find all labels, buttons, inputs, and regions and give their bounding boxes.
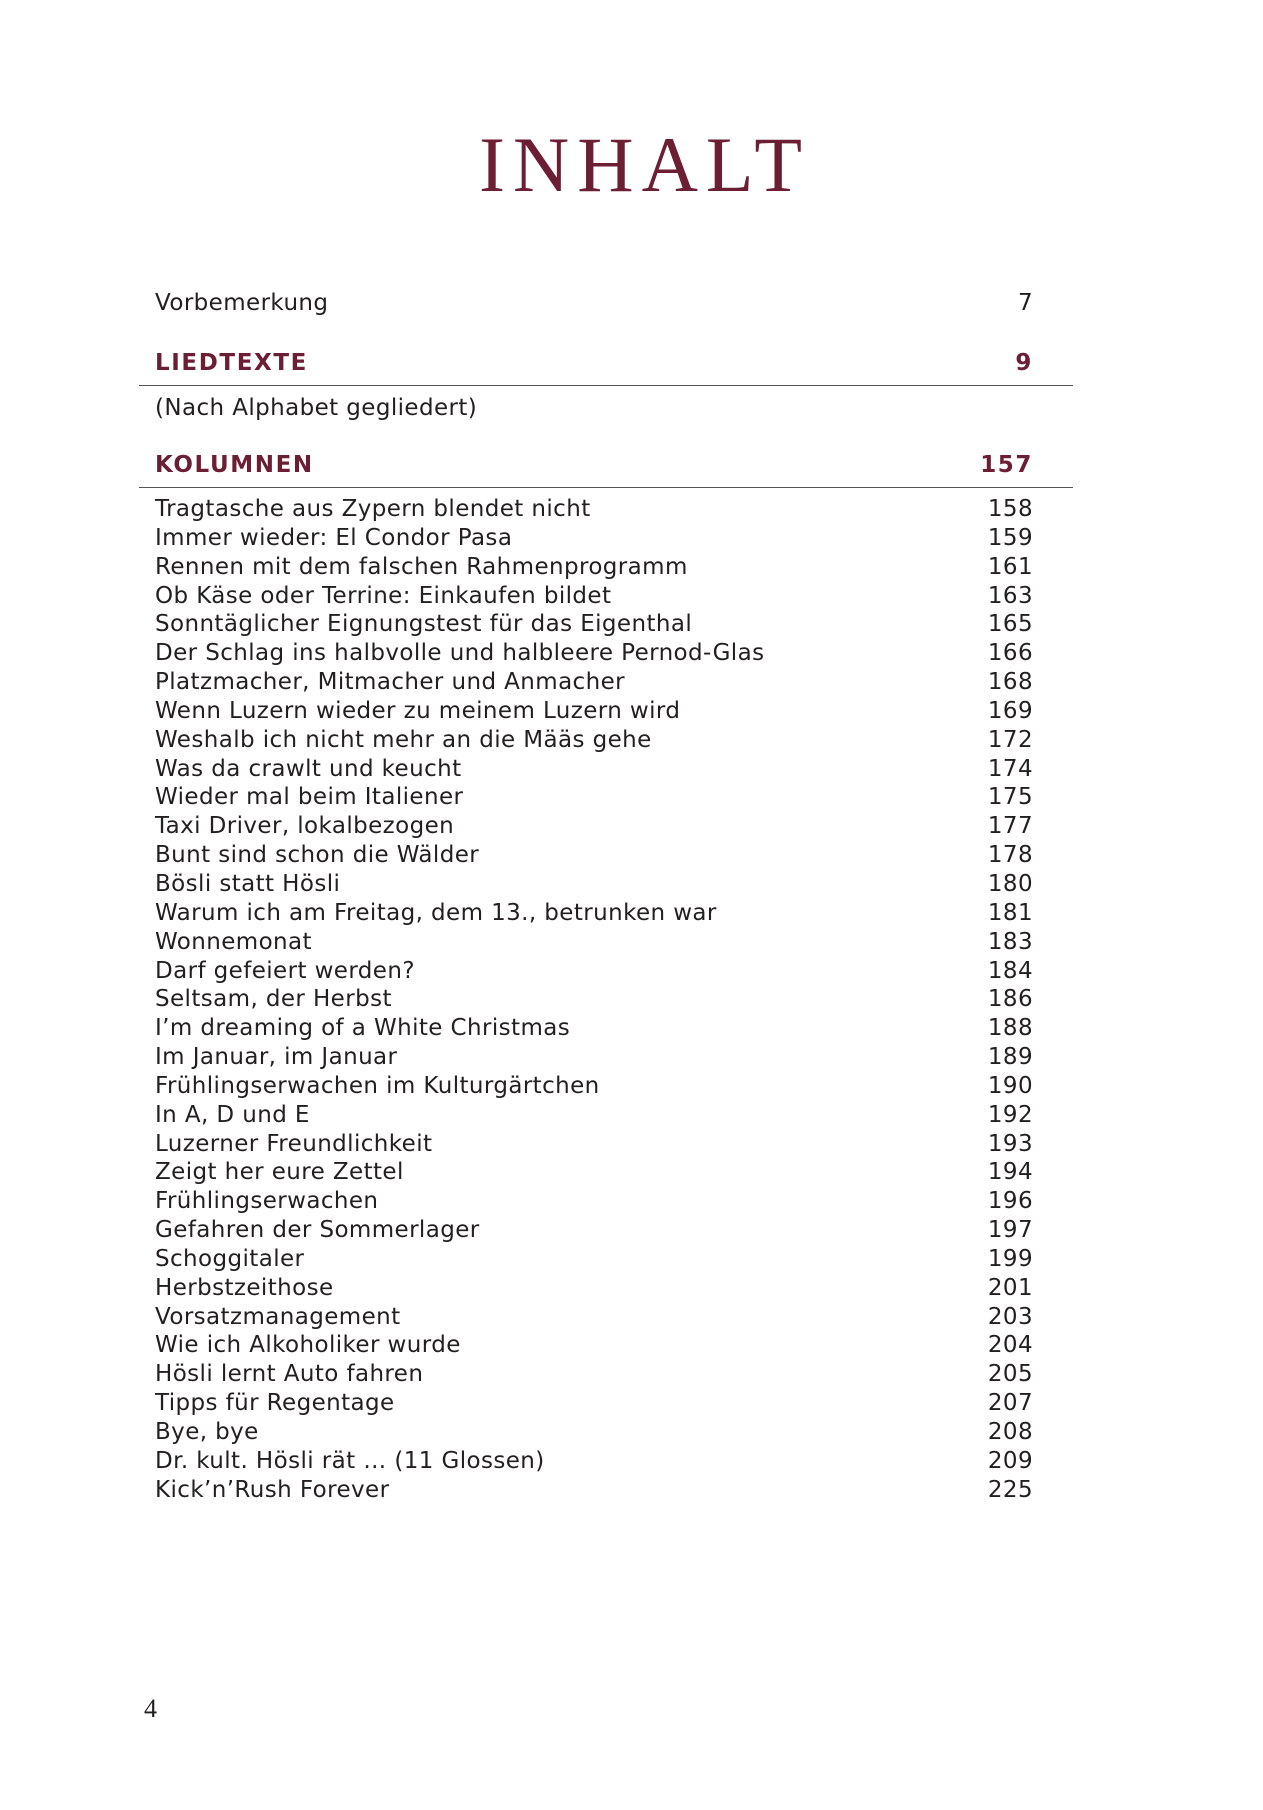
section-heading-page: 9 [1015, 350, 1033, 376]
toc-entry-page: 158 [987, 496, 1033, 522]
toc-entry-page: 181 [987, 899, 1033, 926]
toc-entry-label: Kick’n’Rush Forever [155, 1476, 390, 1503]
toc-entry-label: Wieder mal beim Italiener [155, 784, 464, 811]
toc-entry[interactable] [155, 669, 1033, 698]
toc-entry[interactable] [155, 1159, 1033, 1188]
toc-entry[interactable] [155, 986, 1033, 1015]
toc-entry-label: Bye, bye [155, 1419, 259, 1445]
toc-entry-page: 205 [987, 1361, 1033, 1388]
toc-entry-page: 190 [987, 1072, 1033, 1099]
toc-entry-label: Gefahren der Sommerlager [155, 1217, 480, 1244]
toc-entry-page: 174 [987, 755, 1033, 782]
toc-entry[interactable] [155, 1131, 1033, 1160]
toc-entry-label: Wonnemonat [155, 928, 312, 955]
toc-entry-page: 225 [987, 1476, 1033, 1503]
toc-entry[interactable] [155, 1275, 1033, 1304]
toc-entry-page: 159 [987, 524, 1033, 551]
toc-entry[interactable] [155, 1044, 1033, 1073]
toc-entry-page: 168 [987, 669, 1033, 696]
toc-entry-page: 197 [987, 1217, 1033, 1244]
page-number: 4 [144, 1694, 157, 1723]
toc-entry-label: Ob Käse oder Terrine: Einkaufen bildet [155, 582, 612, 609]
section-note [155, 395, 1033, 430]
toc-entry-label: Wie ich Alkoholiker wurde [155, 1332, 461, 1359]
toc-entry-page: 209 [987, 1447, 1033, 1474]
toc-entry[interactable] [155, 611, 1033, 640]
toc-entry[interactable] [155, 1390, 1033, 1419]
toc-entry-label: Immer wieder: El Condor Pasa [155, 524, 513, 551]
toc-entry-page: 165 [987, 611, 1033, 638]
toc-entry-label: Warum ich am Freitag, dem 13., betrunken war [155, 899, 717, 926]
toc-entry-page: 175 [987, 784, 1033, 811]
toc-entry[interactable] [155, 842, 1033, 871]
section-heading-page: 157 [980, 452, 1033, 478]
section-heading-kolumnen[interactable] [155, 452, 1033, 487]
toc-entry-label: Frühlingserwachen im Kulturgärtchen [155, 1072, 600, 1099]
toc-entry-label: Luzerner Freundlichkeit [155, 1130, 433, 1157]
toc-entry-page: 172 [987, 726, 1033, 753]
toc-entry-label: Wenn Luzern wieder zu meinem Luzern wird [155, 697, 681, 724]
toc-entry[interactable] [155, 784, 1033, 813]
toc-entry[interactable] [155, 871, 1033, 900]
toc-entry-page: 192 [987, 1101, 1033, 1128]
toc-entry-label: Vorsatzmanagement [155, 1303, 401, 1330]
section-heading-label: LIEDTEXTE [155, 350, 308, 376]
toc-entry-label: Taxi Driver, lokalbezogen [155, 813, 455, 840]
toc-entry[interactable] [155, 1304, 1033, 1333]
toc-entry-label: Rennen mit dem falschen Rahmenprogramm [155, 553, 688, 580]
toc-entry-label: Darf gefeiert werden? [155, 957, 415, 984]
toc-entry-page: 194 [987, 1159, 1033, 1186]
toc-entry-label: Platzmacher, Mitmacher und Anmacher [155, 669, 625, 696]
toc-entry[interactable] [155, 1102, 1033, 1131]
toc-entry-page: 180 [987, 870, 1033, 897]
toc-entry[interactable] [155, 640, 1033, 669]
toc-entry-page: 7 [1017, 290, 1033, 316]
toc-entry[interactable] [155, 698, 1033, 727]
section-heading-label: KOLUMNEN [155, 452, 314, 478]
toc-entry-page: 178 [987, 842, 1033, 869]
kolumnen-entry-list [155, 496, 1033, 1506]
toc-entry-page: 163 [987, 582, 1033, 609]
toc-entry[interactable] [155, 756, 1033, 785]
toc-entry-label: Bunt sind schon die Wälder [155, 842, 480, 869]
toc-entry[interactable] [155, 1477, 1033, 1506]
toc-entry[interactable] [155, 525, 1033, 554]
toc-entry-label: Frühlingserwachen [155, 1188, 379, 1215]
toc-entry-page: 161 [987, 553, 1033, 580]
toc-entry[interactable] [155, 583, 1033, 612]
toc-entry[interactable] [155, 1246, 1033, 1275]
toc-entry-page: 183 [987, 928, 1033, 955]
toc-entry-page: 169 [987, 697, 1033, 724]
toc-entry-page: 203 [987, 1303, 1033, 1330]
section-heading-liedtexte[interactable] [155, 350, 1033, 385]
toc-entry[interactable] [155, 929, 1033, 958]
toc-entry-label: In A, D und E [155, 1101, 310, 1128]
toc-entry[interactable] [155, 813, 1033, 842]
toc-entry-page: 201 [987, 1274, 1033, 1301]
toc-entry-page: 193 [987, 1130, 1033, 1157]
toc-entry-page: 199 [987, 1245, 1033, 1272]
toc-entry-page: 188 [987, 1015, 1033, 1042]
toc-entry[interactable] [155, 1073, 1033, 1102]
toc-entry-page: 207 [987, 1390, 1033, 1417]
toc-entry[interactable] [155, 1419, 1033, 1448]
toc-entry-page: 166 [987, 640, 1033, 667]
toc-entry-page: 196 [987, 1188, 1033, 1215]
section-divider [139, 385, 1073, 386]
toc-entry-label: Tragtasche aus Zypern blendet nicht [155, 496, 591, 522]
toc-entry-label: Vorbemerkung [155, 290, 329, 316]
table-of-contents [155, 290, 1033, 1506]
toc-entry-page: 204 [987, 1332, 1033, 1359]
toc-entry[interactable] [155, 1361, 1033, 1390]
toc-entry-page: 208 [987, 1419, 1033, 1445]
toc-entry[interactable] [155, 1217, 1033, 1246]
toc-entry-vorbemerkung[interactable] [155, 290, 1033, 328]
toc-entry[interactable] [155, 1332, 1033, 1361]
toc-entry-label: I’m dreaming of a White Christmas [155, 1015, 571, 1042]
toc-entry-page: 189 [987, 1044, 1033, 1071]
toc-entry-label: Herbstzeithose [155, 1274, 334, 1301]
toc-entry-page: 186 [987, 986, 1033, 1013]
toc-entry[interactable] [155, 727, 1033, 756]
toc-entry[interactable] [155, 554, 1033, 583]
page-title: INHALT [478, 121, 811, 208]
toc-entry-label: Schoggitaler [155, 1245, 305, 1272]
toc-entry-label: Hösli lernt Auto fahren [155, 1361, 424, 1388]
section-divider [139, 487, 1073, 488]
toc-entry-label: Sonntäglicher Eignungstest für das Eigenthal [155, 611, 693, 638]
toc-entry-label: Im Januar, im Januar [155, 1044, 398, 1071]
toc-entry[interactable] [155, 1448, 1033, 1477]
toc-entry-page: 184 [987, 957, 1033, 984]
toc-entry[interactable] [155, 1015, 1033, 1044]
toc-entry-label: Seltsam, der Herbst [155, 986, 392, 1013]
toc-entry-label: Weshalb ich nicht mehr an die Määs gehe [155, 726, 652, 753]
toc-entry[interactable] [155, 496, 1033, 525]
toc-entry-label: Dr. kult. Hösli rät … (11 Glossen) [155, 1447, 545, 1474]
toc-entry-page: 177 [987, 813, 1033, 840]
toc-entry-label: Bösli statt Hösli [155, 870, 341, 897]
toc-entry-label: Der Schlag ins halbvolle und halbleere Pernod-Glas [155, 640, 765, 667]
toc-entry[interactable] [155, 958, 1033, 987]
toc-entry[interactable] [155, 900, 1033, 929]
toc-entry[interactable] [155, 1188, 1033, 1217]
toc-entry-label: Was da crawlt und keucht [155, 755, 462, 782]
section-note-text: (Nach Alphabet gegliedert) [155, 395, 478, 421]
toc-entry-label: Zeigt her eure Zettel [155, 1159, 404, 1186]
toc-entry-label: Tipps für Regentage [155, 1390, 395, 1417]
